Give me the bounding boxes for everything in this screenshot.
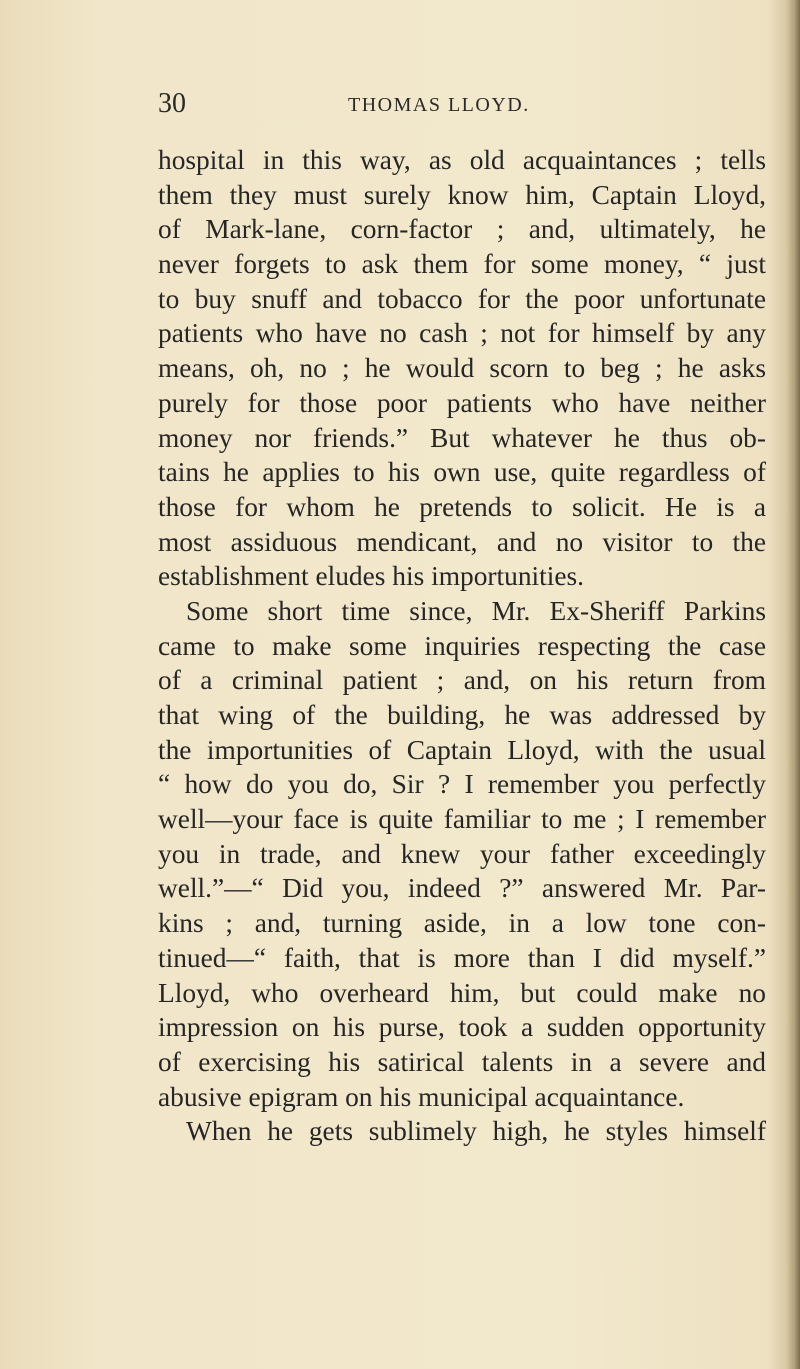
text-line: “ how do you do, Sir ? I remember you perfectly bbox=[158, 769, 766, 800]
text-line: never forgets to ask them for some money, “ just bbox=[158, 249, 766, 280]
text-line: of exercising his satirical talents in a severe and bbox=[158, 1046, 766, 1077]
text-line: of Mark-lane, corn-factor ; and, ultimately, he bbox=[158, 214, 766, 245]
text-line: well.”—“ Did you, indeed ?” answered Mr. Par- bbox=[158, 873, 766, 904]
text-line: well—your face is quite familiar to me ; I remember bbox=[158, 804, 766, 835]
page-edge-shadow bbox=[786, 0, 800, 1369]
text-line: you in trade, and knew your father exceedingly bbox=[158, 838, 766, 869]
text-line: them they must surely know him, Captain Lloyd, bbox=[158, 179, 766, 210]
text-line: of a criminal patient ; and, on his return from bbox=[158, 665, 766, 696]
paragraph-end-line: abusive epigram on his municipal acquaintance. bbox=[158, 1081, 685, 1112]
text-line: that wing of the building, he was addressed by bbox=[158, 700, 766, 730]
text-line: those for whom he pretends to solicit. He is a bbox=[158, 491, 766, 522]
text-line: impression on his purse, took a sudden opportunity bbox=[158, 1012, 766, 1043]
page-number: 30 bbox=[158, 88, 186, 119]
text-line: most assiduous mendicant, and no visitor to the bbox=[158, 526, 766, 557]
running-head: THOMAS LLOYD. bbox=[348, 94, 530, 116]
paragraph-start-line: When he gets sublimely high, he styles himself bbox=[186, 1116, 766, 1147]
paragraph-start-line: Some short time since, Mr. Ex-Sheriff Parkins bbox=[186, 595, 766, 626]
text-line: tains he applies to his own use, quite regardless of bbox=[158, 457, 766, 488]
body-text bbox=[158, 143, 766, 1149]
page-header bbox=[158, 88, 758, 122]
text-line: hospital in this way, as old acquaintances ; tells bbox=[158, 145, 766, 175]
text-line: means, oh, no ; he would scorn to beg ; he asks bbox=[158, 353, 766, 384]
text-line: money nor friends.” But whatever he thus ob- bbox=[158, 422, 766, 453]
paragraph-end-line: establishment eludes his importunities. bbox=[158, 561, 585, 592]
text-line: kins ; and, turning aside, in a low tone con- bbox=[158, 908, 766, 939]
text-line: purely for those poor patients who have neither bbox=[158, 387, 766, 418]
text-line: Lloyd, who overheard him, but could make no bbox=[158, 977, 766, 1008]
text-line: the importunities of Captain Lloyd, with the usual bbox=[158, 734, 766, 765]
text-line: to buy snuff and tobacco for the poor unfortunate bbox=[158, 283, 766, 314]
text-line: patients who have no cash ; not for himself by any bbox=[158, 318, 766, 349]
text-line: came to make some inquiries respecting the case bbox=[158, 630, 766, 661]
text-line: tinued—“ faith, that is more than I did myself.” bbox=[158, 942, 766, 973]
